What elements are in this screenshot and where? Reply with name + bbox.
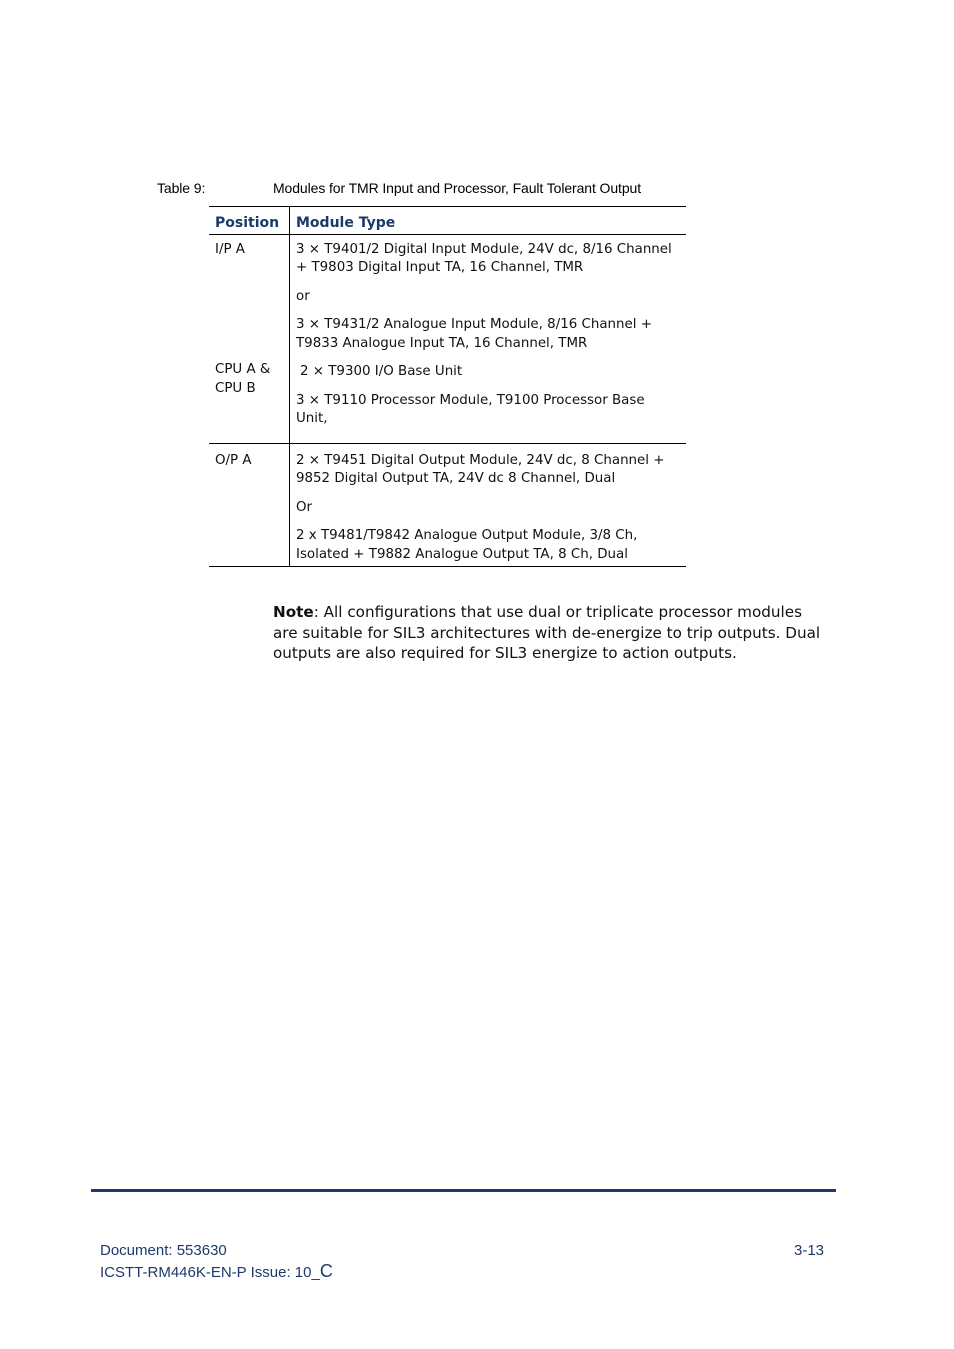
- module-line: 3 × T9431/2 Analogue Input Module, 8/16 Channel + T9833 Analogue Input TA, 16 Channel, TMR: [296, 317, 652, 351]
- footer-issue: [100, 1261, 333, 1283]
- module-line: 2 × T9451 Digital Output Module, 24V dc, 8 Channel + 9852 Digital Output TA, 24V dc 8 Channel, Dual: [296, 452, 665, 486]
- position-op-a: O/P A: [215, 452, 252, 468]
- table-caption-number: Table 9:: [157, 180, 206, 196]
- position-cpu: CPU A & CPU B: [215, 362, 271, 396]
- footer-divider: [91, 1189, 836, 1192]
- table-caption-title: Modules for TMR Input and Processor, Fault Tolerant Output: [273, 180, 641, 196]
- footer-page-number: 3-13: [794, 1242, 825, 1259]
- table-row: [209, 234, 686, 443]
- module-type-cell: [290, 443, 687, 567]
- module-line: 3 × T9110 Processor Module, T9100 Processor Base Unit,: [296, 392, 645, 426]
- footer-left: [100, 1240, 333, 1283]
- note-label: Note: [273, 603, 314, 621]
- note-paragraph: [273, 602, 829, 664]
- footer-issue-suffix: C: [319, 1261, 333, 1281]
- table-header-row: [209, 207, 686, 235]
- note-text: : All configurations that use dual or triplicate processor modules are suitable for SIL3 architectures with de-energize to trip outputs. Dual outputs are also required for SIL3 energize to action outputs.: [273, 603, 821, 663]
- module-line: 2 x T9481/T9842 Analogue Output Module, 3/8 Ch, Isolated + T9882 Analogue Output TA, 8 Ch, Dual: [296, 528, 638, 562]
- position-ip-a: I/P A: [215, 241, 245, 257]
- header-module-type: Module Type: [290, 207, 687, 235]
- module-line: 3 × T9401/2 Digital Input Module, 24V dc, 8/16 Channel + T9803 Digital Input TA, 16 Channel, TMR: [296, 241, 672, 275]
- module-line: Or: [296, 499, 313, 515]
- position-spacer: [215, 259, 283, 361]
- module-line: 2 × T9300 I/O Base Unit: [300, 364, 463, 379]
- header-position: Position: [209, 207, 290, 235]
- position-cell: [209, 443, 290, 567]
- module-table: [209, 206, 686, 567]
- position-cell: [209, 234, 290, 443]
- module-line: or: [296, 288, 310, 304]
- module-type-cell: [290, 234, 687, 443]
- footer-document-number: Document: 553630: [100, 1242, 227, 1259]
- footer-issue-prefix: ICSTT-RM446K-EN-P Issue: 10_: [100, 1264, 320, 1281]
- table-row: [209, 443, 686, 567]
